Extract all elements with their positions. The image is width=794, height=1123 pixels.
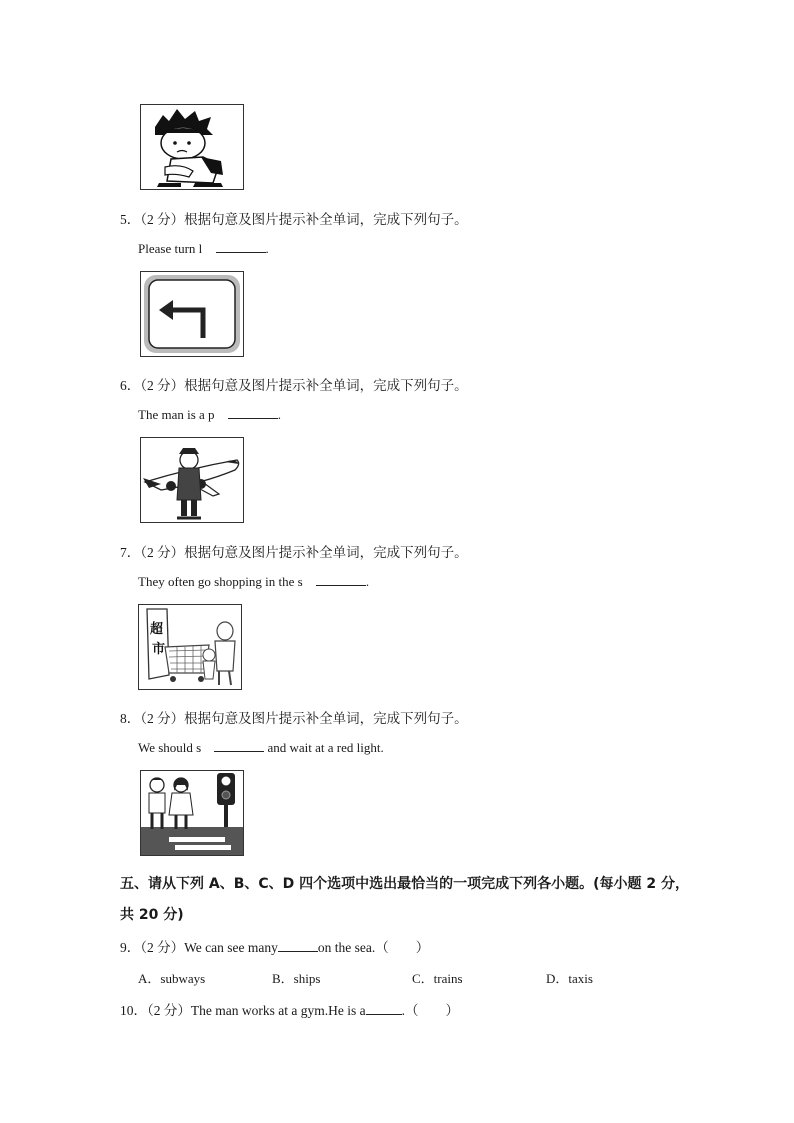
question-5-answer-blank[interactable] xyxy=(216,240,266,253)
question-7-sentence: They often go shopping in the s . xyxy=(138,574,370,589)
supermarket-sign-char-1: 超 xyxy=(150,622,164,637)
question-7-answer-blank[interactable] xyxy=(316,573,366,586)
supermarket-sign-char-2: 市 xyxy=(152,642,166,657)
question-8-prompt: 8．（2 分）根据句意及图片提示补全单词，完成下列句子。 xyxy=(120,711,468,726)
pilot-airplane-illustration xyxy=(141,438,243,522)
traffic-light-crosswalk-illustration xyxy=(141,771,243,855)
question-9-option-b[interactable]: B．ships xyxy=(272,971,321,986)
question-9-answer-blank[interactable] xyxy=(278,939,318,952)
pilot-picture xyxy=(140,437,244,523)
section-5-heading: 五、请从下列 A、B、C、D 四个选项中选出最恰当的一项完成下列各小题。(每小题 2 分， xyxy=(120,876,690,892)
question-5-prompt: 5．（2 分）根据句意及图片提示补全单词，完成下列句子。 xyxy=(120,212,468,227)
section-5-heading-continued: 共 20 分) xyxy=(120,907,184,923)
question-6-sentence: The man is a p . xyxy=(138,407,282,422)
shopping-cart-illustration xyxy=(139,605,241,689)
turn-left-sign-picture xyxy=(140,271,244,357)
sad-boy-picture xyxy=(140,104,244,190)
question-7-prompt: 7．（2 分）根据句意及图片提示补全单词，完成下列句子。 xyxy=(120,545,468,560)
question-5-sentence: Please turn l . xyxy=(138,241,269,256)
supermarket-picture xyxy=(138,604,242,690)
question-10-answer-blank[interactable] xyxy=(366,1002,402,1015)
question-10-stem: 10．（2 分）The man works at a gym.He is a .（ ） xyxy=(120,1003,459,1018)
question-9-option-c[interactable]: C．trains xyxy=(412,971,463,986)
question-9-option-d[interactable]: D．taxis xyxy=(546,971,593,986)
question-8-sentence: We should s and wait at a red light. xyxy=(138,740,384,755)
traffic-light-picture xyxy=(140,770,244,856)
question-8-answer-blank[interactable] xyxy=(214,739,264,752)
question-9-stem: 9．（2 分）We can see many on the sea.（ ） xyxy=(120,940,430,955)
sad-boy-illustration xyxy=(141,105,243,189)
question-9-option-a[interactable]: A．subways xyxy=(138,971,206,986)
question-6-answer-blank[interactable] xyxy=(228,406,278,419)
question-6-prompt: 6．（2 分）根据句意及图片提示补全单词，完成下列句子。 xyxy=(120,378,468,393)
turn-left-arrow-icon xyxy=(141,272,243,356)
